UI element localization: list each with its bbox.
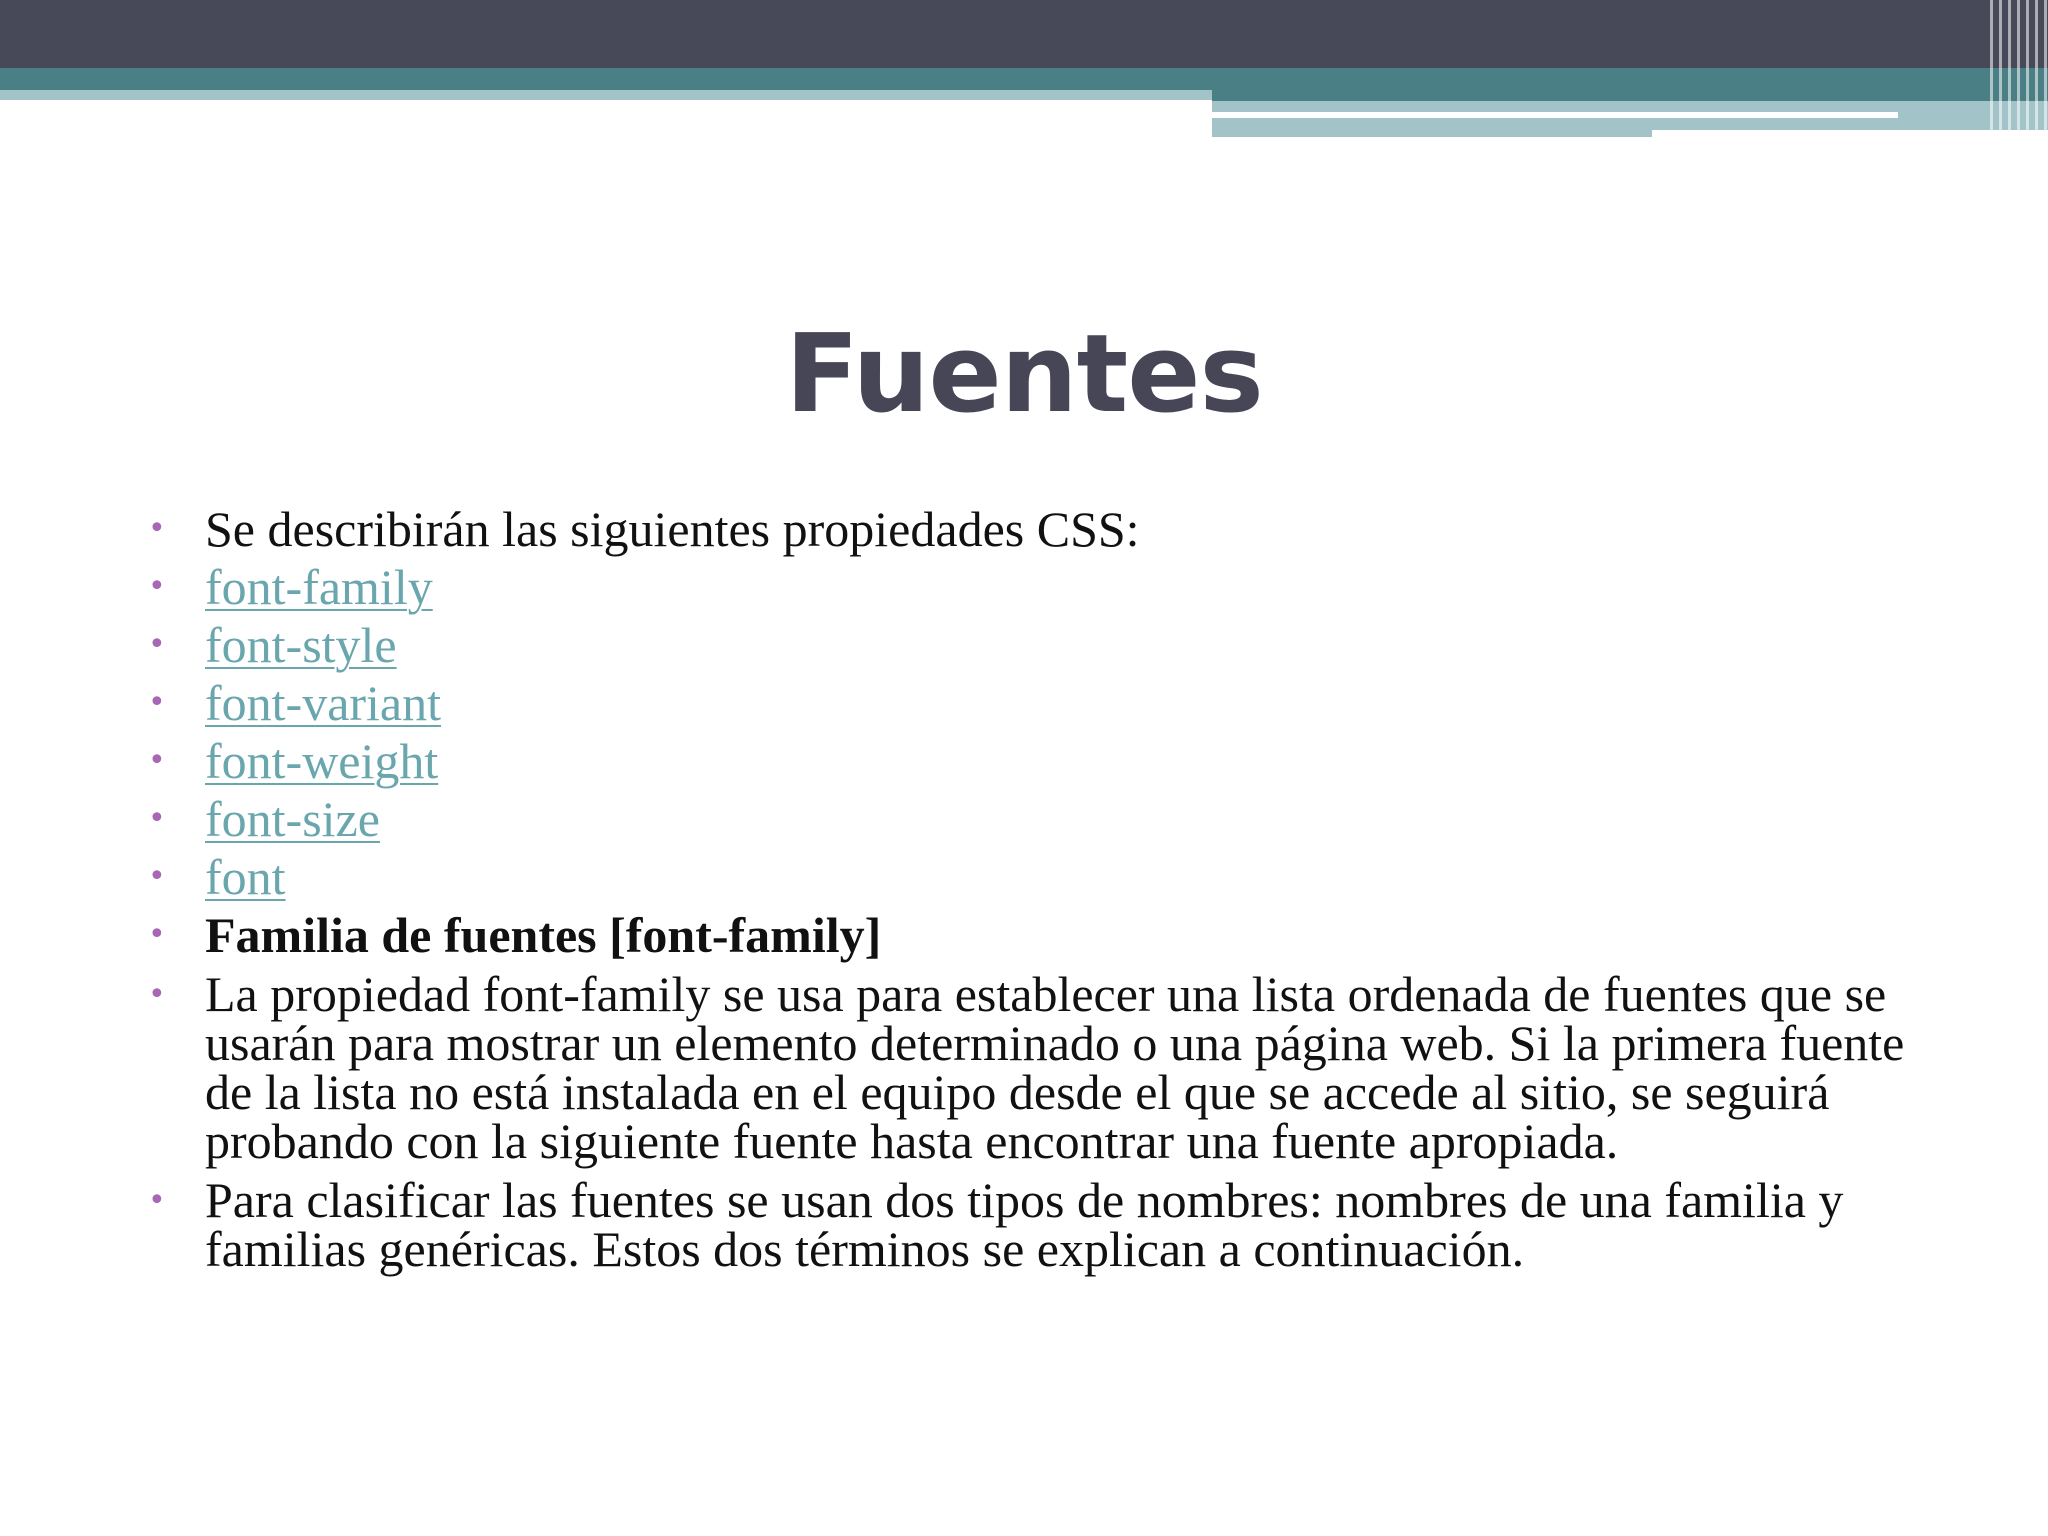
link-font-style[interactable]: font-style	[205, 617, 397, 673]
header-stripes	[1990, 0, 2048, 138]
bullet-dot-icon: •	[148, 627, 166, 662]
header-white-notch	[1652, 130, 2048, 138]
header-white-line	[1212, 112, 1898, 118]
bullet-font-variant	[145, 674, 1925, 732]
bullet-font	[145, 848, 1925, 906]
link-font-weight[interactable]: font-weight	[205, 733, 439, 789]
bullet-section-heading	[145, 906, 1925, 964]
bullet-font-weight	[145, 732, 1925, 790]
link-font-variant[interactable]: font-variant	[205, 675, 442, 731]
link-font[interactable]: font	[205, 849, 286, 905]
link-font-family[interactable]: font-family	[205, 559, 433, 615]
bullet-dot-icon: •	[148, 801, 166, 836]
header-band-teal-right	[1212, 90, 2048, 101]
bullet-text: Se describirán las siguientes propiedades CSS:	[205, 501, 1140, 557]
classification-paragraph: Para clasificar las fuentes se usan dos tipos de nombres: nombres de una familia y familias genéricas. Estos dos términos se explican a continuación.	[205, 1172, 1844, 1277]
bullet-font-style	[145, 616, 1925, 674]
description-paragraph: La propiedad font-family se usa para establecer una lista ordenada de fuentes que se usarán para mostrar un elemento determinado o una página web. Si la primera fuente de la lista no está instalada en el equipo desde el que se accede al sitio, se seguirá probando con la siguiente fuente hasta encontrar una fuente apropiada.	[205, 966, 1905, 1169]
section-heading: Familia de fuentes [font-family]	[205, 907, 882, 963]
header-band-light-left	[0, 90, 1212, 100]
bullet-description	[145, 966, 1925, 1169]
bullet-intro	[145, 500, 1925, 558]
bullet-dot-icon: •	[148, 1183, 166, 1218]
bullet-font-family	[145, 558, 1925, 616]
bullet-classification	[145, 1172, 1925, 1277]
header-band-dark	[0, 0, 2048, 68]
bullet-dot-icon: •	[148, 977, 166, 1012]
bullet-dot-icon: •	[148, 743, 166, 778]
bullet-dot-icon: •	[148, 917, 166, 952]
bullet-dot-icon: •	[148, 569, 166, 604]
bullet-list	[145, 500, 1925, 1277]
bullet-dot-icon: •	[148, 685, 166, 720]
header-band-teal	[0, 68, 2048, 90]
bullet-dot-icon: •	[148, 859, 166, 894]
bullet-dot-icon: •	[148, 511, 166, 546]
link-font-size[interactable]: font-size	[205, 791, 380, 847]
slide-title: Fuentes	[785, 312, 1263, 437]
bullet-font-size	[145, 790, 1925, 848]
